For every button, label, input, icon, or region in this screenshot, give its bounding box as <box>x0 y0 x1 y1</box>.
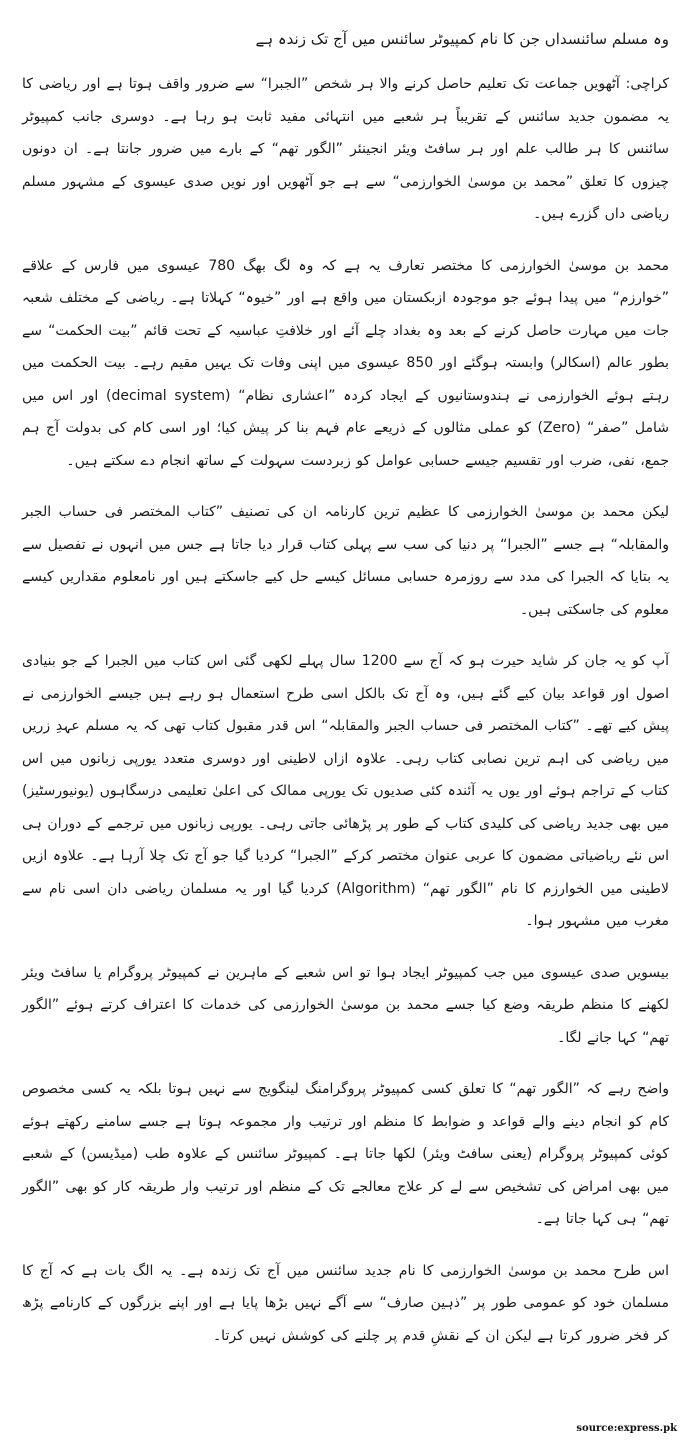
article-paragraph: اس طرح محمد بن موسیٰ الخوارزمی کا نام جدید سائنس میں آج تک زندہ ہے۔ یہ الگ بات ہے کہ آج کا مسلمان خود کو عمومی طور پر ”ذہین صارف“ سے آگے نہیں بڑھا پایا ہے اور اپنے بزرگوں کے کارنامے پڑھ کر فخر ضرور کرتا ہے لیکن ان کے نقشِ قدم پر چلنے کی کوشش نہیں کرتا۔ <box>22 1262 669 1344</box>
article-paragraph: بیسویں صدی عیسوی میں جب کمپیوٹر ایجاد ہوا تو اس شعبے کے ماہرین نے کمپیوٹر پروگرام یا سافٹ ویئر لکھنے کا منظم طریقہ وضع کیا جسے محمد بن موسیٰ الخوارزمی کی خدمات کا اعتراف کرتے ہوئے ”الگور تھم“ کہا جانے لگا۔ <box>22 964 669 1046</box>
article-paragraph: واضح رہے کہ ”الگور تھم“ کا تعلق کسی کمپیوٹر پروگرامنگ لینگویج سے نہیں ہوتا بلکہ یہ کسی مخصوص کام کو انجام دینے والے قواعد و ضوابط کا منظم اور ترتیب وار مجموعہ ہوتا ہے جسے سامنے رکھتے ہوئے کوئی کمپیوٹر پروگرام (یعنی سافٹ ویئر) لکھا جاتا ہے۔ کمپیوٹر سائنس کے علاوہ طب (میڈیسن) کے شعبے میں بھی امراض کی تشخیص سے لے کر علاج معالجے تک کے منظم اور ترتیب وار طریقہ کار کو بھی ”الگور تھم“ ہی کہا جاتا ہے۔ <box>22 1081 669 1227</box>
article-paragraph: کراچی: آٹھویں جماعت تک تعلیم حاصل کرنے والا ہر شخص ”الجبرا“ سے ضرور واقف ہوتا ہے اور ریاضی کا یہ مضمون جدید سائنس کے تقریباً ہر شعبے میں انتہائی مفید ثابت ہو رہا ہے۔ دوسری جانب کمپیوٹر سائنس کا ہر طالب علم اور ہر سافٹ ویئر انجینئر ”الگور تھم“ کے بارے میں ضرور جانتا ہے۔ ان دونوں چیزوں کا تعلق ”محمد بن موسیٰ الخوارزمی“ سے ہے جو آٹھویں اور نویں صدی عیسوی کے مشہور مسلم ریاضی داں گزرے ہیں۔ <box>22 76 669 222</box>
article-title: وہ مسلم سائنسداں جن کا نام کمپیوٹر سائنس میں آج تک زندہ ہے <box>255 30 669 48</box>
article-body <box>22 68 669 1352</box>
article-paragraph: محمد بن موسیٰ الخوارزمی کا مختصر تعارف یہ ہے کہ وہ لگ بھگ 780 عیسوی میں فارس کے علاقے ”خوارزم“ میں پیدا ہوئے جو موجودہ ازبکستان میں واقع ہے اور ”خیوہ“ کہلاتا ہے۔ ریاضی کے مختلف شعبہ جات میں مہارت حاصل کرنے کے بعد وہ بغداد چلے آئے اور خلافتِ عباسیہ کے تحت قائم ”بیت الحکمت“ سے بطور عالم (اسکالر) وابستہ ہوگئے اور 850 عیسوی میں اپنی وفات تک یہیں مقیم رہے۔ بیت الحکمت میں رہتے ہوئے الخوارزمی نے ہندوستانیوں کے ایجاد کردہ ”اعشاری نظام“ (decimal system) اور اس میں شامل ”صفر“ (Zero) کو عملی مثالوں کے ذریعے عام فہم بنا کر پیش کیا؛ اور اسی کام کی بدولت آج ہم جمع، نفی، ضرب اور تقسیم جیسے حسابی عوامل کو زبردست سہولت کے ساتھ انجام دے سکتے ہیں۔ <box>22 257 669 469</box>
article-paragraph: لیکن محمد بن موسیٰ الخوارزمی کا عظیم ترین کارنامہ ان کی تصنیف ”کتاب المختصر فی حساب الجبر والمقابلہ“ ہے جسے ”الجبرا“ پر دنیا کی سب سے پہلی کتاب قرار دیا جاتا ہے جس میں انہوں نے تفصیل سے یہ بتایا کہ الجبرا کی مدد سے روزمرہ حسابی مسائل کیسے حل کیے جاسکتے ہیں اور نامعلوم مقداریں کیسے معلوم کی جاسکتی ہیں۔ <box>22 504 669 618</box>
source-credit: source:express.pk <box>576 1423 677 1434</box>
article-paragraph: آپ کو یہ جان کر شاید حیرت ہو کہ آج سے 1200 سال پہلے لکھی گئی اس کتاب میں الجبرا کے جو بنیادی اصول اور قواعد بیان کیے گئے ہیں، وہ آج تک بالکل اسی طرح استعمال ہو رہے ہیں جیسے الخوارزمی نے پیش کیے تھے۔ ”کتاب المختصر فی حساب الجبر والمقابلہ“ اس قدر مقبول کتاب تھی کہ یہ مسلم عہدِ زریں میں ریاضی کی اہم ترین نصابی کتاب رہی۔ علاوہ ازاں لاطینی اور دوسری متعدد یورپی زبانوں میں اس کتاب کے تراجم ہوئے اور یوں یہ آئندہ کئی صدیوں تک یورپی ممالک کی اعلیٰ تعلیمی درسگاہوں (یونیورسٹیز) میں بھی جدید ریاضی کی کلیدی کتاب کے طور پر پڑھائی جاتی رہی۔ یورپی زبانوں میں ترجمے کے دوران ہی اس نئے ریاضیاتی مضمون کا عربی عنوان مختصر کرکے ”الجبرا“ کردیا گیا جو آج تک چلا آرہا ہے۔ علاوہ ازیں لاطینی میں الخوارزم کا نام ”الگور تھم“ (Algorithm) کردیا گیا اور یہ مسلمان ریاضی دان اسی نام سے مغرب میں مشہور ہوا۔ <box>22 653 669 929</box>
